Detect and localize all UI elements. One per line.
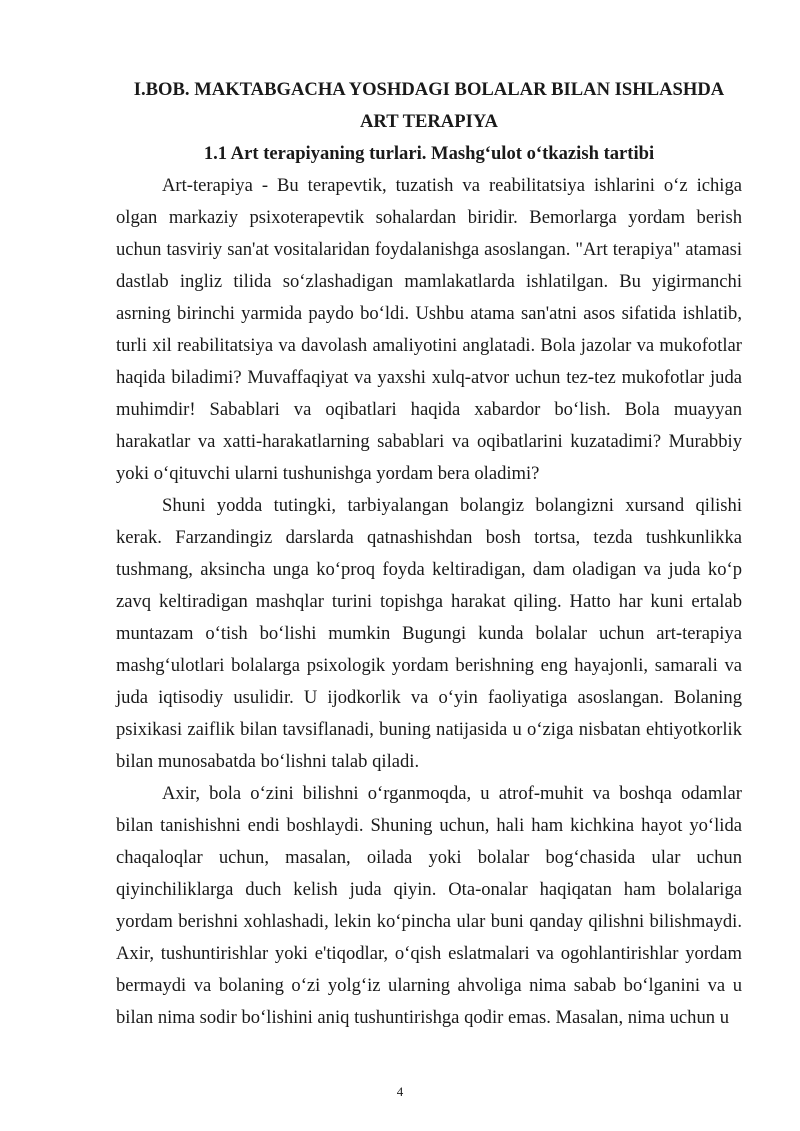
paragraph-1: Art-terapiya - Bu terapevtik, tuzatish va reabilitatsiya ishlarini o‘z ichiga olgan markaziy psixoterapevtik sohalardan biridir. Bemorlarga yordam berish uchun tasviriy san'at vositalaridan foydalanishga asoslangan. "Art terapiya" atamasi dastlab ingliz tilida so‘zlashadigan mamlakatlarda ishlatilgan. Bu yigirmanchi asrning birinchi yarmida paydo bo‘ldi. Ushbu atama san'atni asos sifatida ishlatib, turli xil reabilitatsiya va davolash amaliyotini anglatadi. Bola jazolar va mukofotlar haqida biladimi? Muvaffaqiyat va yaxshi xulq-atvor uchun tez-tez mukofotlar juda muhimdir! Sabablari va oqibatlari haqida xabardor bo‘lish. Bola muayyan harakatlar va xatti-harakatlarning sabablari va oqibatlarini kuzatadimi? Murabbiy yoki o‘qituvchi ularni tushunishga yordam bera oladimi? — [116, 175, 742, 484]
section-title: 1.1 Art terapiyaning turlari. Mashg‘ulot o‘tkazish tartibi — [203, 143, 655, 164]
chapter-title: I.BOB. MAKTABGACHA YOSHDAGI BOLALAR BILAN ISHLASHDA ART TERAPIYA — [133, 79, 725, 132]
page-number: 4 — [396, 1084, 404, 1099]
paragraph-2: Shuni yodda tutingki, tarbiyalangan bolangiz bolangizni xursand qilishi kerak. Farzandingiz darslarda qatnashishdan bosh tortsa, tezda tushkunlikka tushmang, aksincha unga ko‘proq foyda keltiradigan, dam oladigan va juda ko‘p zavq keltiradigan mashqlar turini topishga harakat qiling. Hatto har kuni ertalab muntazam o‘tish bo‘lishi mumkin Bugungi kunda bolalar uchun art-terapiya mashg‘ulotlari bolalarga psixologik yordam berishning eng hayajonli, samarali va juda iqtisodiy usulidir. U ijodkorlik va o‘yin faoliyatiga asoslangan. Bolaning psixikasi zaiflik bilan tavsiflanadi, buning natijasida u o‘ziga nisbatan ehtiyotkorlik bilan munosabatda bo‘lishni talab qiladi. — [116, 495, 742, 772]
document-page — [116, 74, 742, 1034]
paragraph-3: Axir, bola o‘zini bilishni o‘rganmoqda, u atrof-muhit va boshqa odamlar bilan tanishishni endi boshlaydi. Shuning uchun, hali ham kichkina hayot yo‘lida chaqaloqlar uchun, masalan, oilada yoki bolalar bog‘chasida ular uchun qiyinchiliklarga duch kelish juda qiyin. Ota-onalar haqiqatan ham bolalariga yordam berishni xohlashadi, lekin ko‘pincha ular buni qanday qilishni bilishmaydi. Axir, tushuntirishlar yoki e'tiqodlar, o‘qish eslatmalari va ogohlantirishlar yordam bermaydi va bolaning o‘zi yolg‘iz ularning ahvoliga nima sabab bo‘lganini va u bilan nima sodir bo‘lishini aniq tushuntirishga qodir emas. Masalan, nima uchun u — [116, 783, 742, 1028]
